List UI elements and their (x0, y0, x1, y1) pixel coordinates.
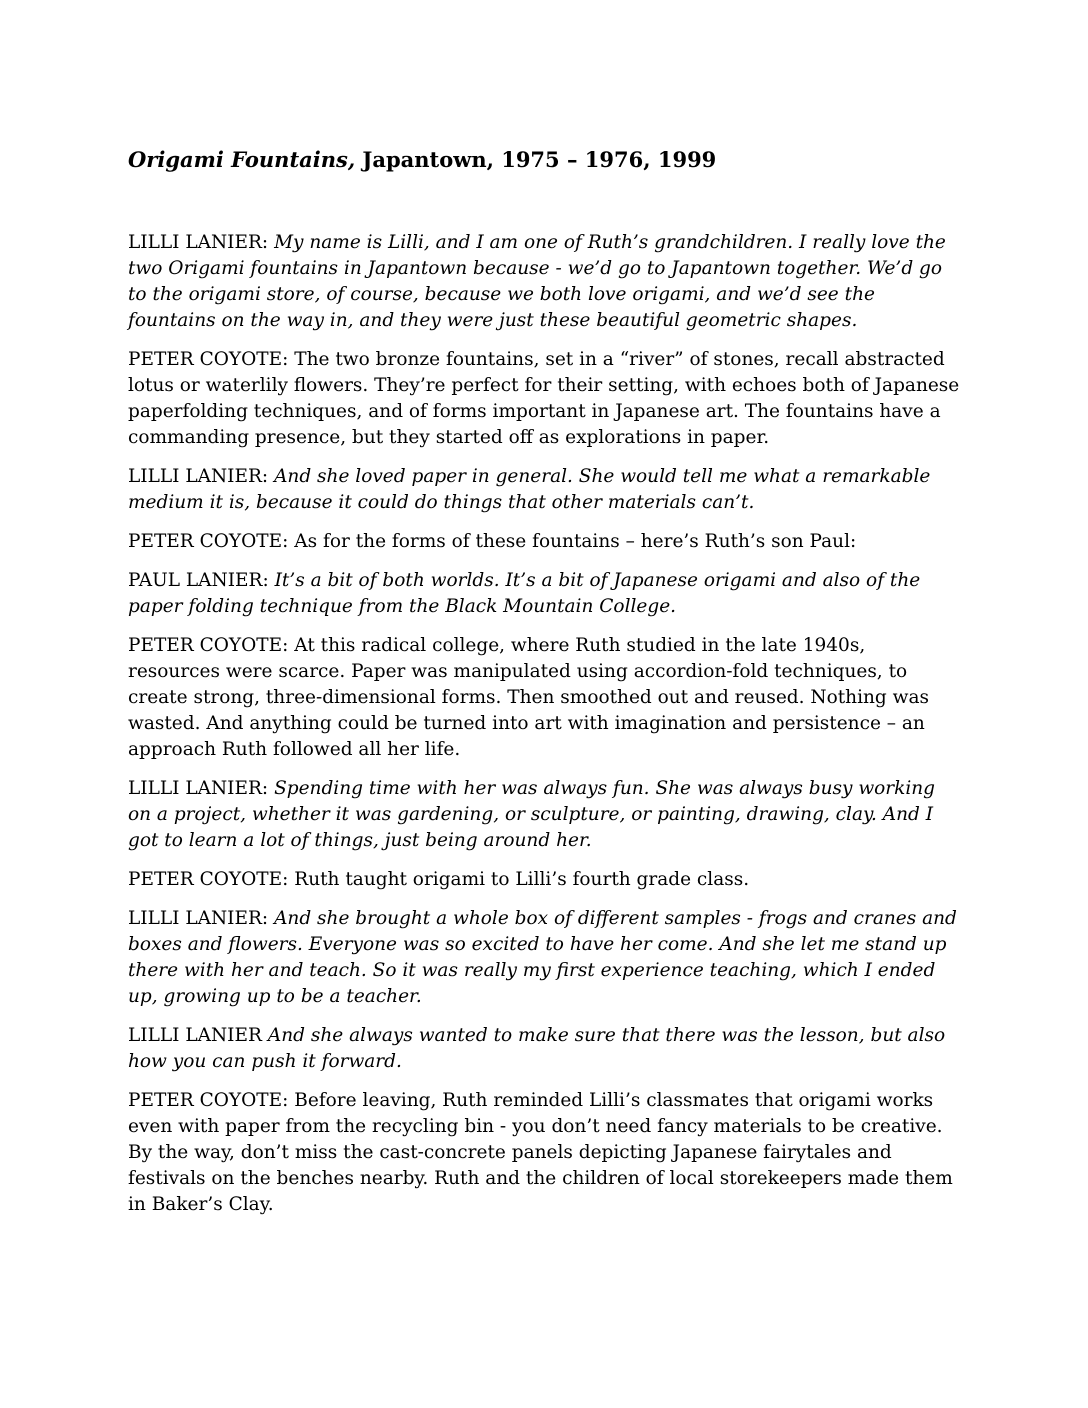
speech-text: And she loved paper in general. She would tell me what a remarkable medium it is, because it could do things that other materials can’t. (128, 466, 931, 513)
speaker-name: LILLI LANIER: (128, 466, 269, 487)
transcript-paragraph (128, 464, 962, 516)
speaker-name: PETER COYOTE: (128, 635, 289, 656)
speech-text: The two bronze fountains, set in a “river” of stones, recall abstracted lotus or waterlily flowers. They’re perfect for their setting, with echoes both of Japanese paperfolding techniques, and of forms important in Japanese art. The fountains have a commanding presence, but they started off as explorations in paper. (128, 349, 960, 448)
page-title (128, 146, 962, 174)
title-work-name: Origami Fountains, (128, 147, 356, 172)
title-location-dates: Japantown, 1975 – 1976, 1999 (355, 147, 717, 172)
speaker-name: PAUL LANIER: (128, 570, 269, 591)
transcript-paragraph (128, 633, 962, 763)
speech-text: My name is Lilli, and I am one of Ruth’s grandchildren. I really love the two Origami fountains in Japantown because - we’d go to Japantown together. We’d go to the origami store, of course, because we both love origami, and we’d see the fountains on the way in, and they were just these beautiful geometric shapes. (128, 232, 946, 331)
transcript-paragraph (128, 1088, 962, 1218)
speech-text: As for the forms of these fountains – here’s Ruth’s son Paul: (294, 531, 857, 552)
speech-text: And she brought a whole box of different samples - frogs and cranes and boxes and flowers. Everyone was so excited to have her come. And she let me stand up there with her and teach. So it was really my first experience teaching, which I ended up, growing up to be a teacher. (128, 908, 957, 1007)
speech-text: It’s a bit of both worlds. It’s a bit of Japanese origami and also of the paper folding technique from the Black Mountain College. (128, 570, 921, 617)
transcript-paragraph (128, 776, 962, 854)
speech-text: Before leaving, Ruth reminded Lilli’s classmates that origami works even with paper from the recycling bin - you don’t need fancy materials to be creative. By the way, don’t miss the cast-concrete panels depicting Japanese fairytales and festivals on the benches nearby. Ruth and the children of local storekeepers made them in Baker’s Clay. (128, 1090, 953, 1215)
transcript-paragraph (128, 529, 962, 555)
transcript-paragraph (128, 568, 962, 620)
speaker-name: PETER COYOTE: (128, 869, 289, 890)
speaker-name: LILLI LANIER: (128, 778, 269, 799)
speaker-name: PETER COYOTE: (128, 1090, 289, 1111)
transcript-body (128, 230, 962, 1218)
speaker-name: LILLI LANIER: (128, 232, 269, 253)
transcript-paragraph (128, 867, 962, 893)
speaker-name: PETER COYOTE: (128, 349, 289, 370)
speech-text: At this radical college, where Ruth studied in the late 1940s, resources were scarce. Paper was manipulated using accordion-fold techniques, to create strong, three-dimensional forms. Then smoothed out and reused. Nothing was wasted. And anything could be turned into art with imagination and persistence – an approach Ruth followed all her life. (128, 635, 930, 760)
speaker-name: LILLI LANIER (128, 1025, 262, 1046)
speaker-name: LILLI LANIER: (128, 908, 269, 929)
transcript-paragraph (128, 347, 962, 451)
transcript-paragraph (128, 906, 962, 1010)
transcript-paragraph (128, 230, 962, 334)
speech-text: Spending time with her was always fun. She was always busy working on a project, whether it was gardening, or sculpture, or painting, drawing, clay. And I got to learn a lot of things, just being around her. (128, 778, 936, 851)
transcript-paragraph (128, 1023, 962, 1075)
speech-text: And she always wanted to make sure that there was the lesson, but also how you can push it forward. (128, 1025, 946, 1072)
speech-text: Ruth taught origami to Lilli’s fourth grade class. (294, 869, 750, 890)
speaker-name: PETER COYOTE: (128, 531, 289, 552)
